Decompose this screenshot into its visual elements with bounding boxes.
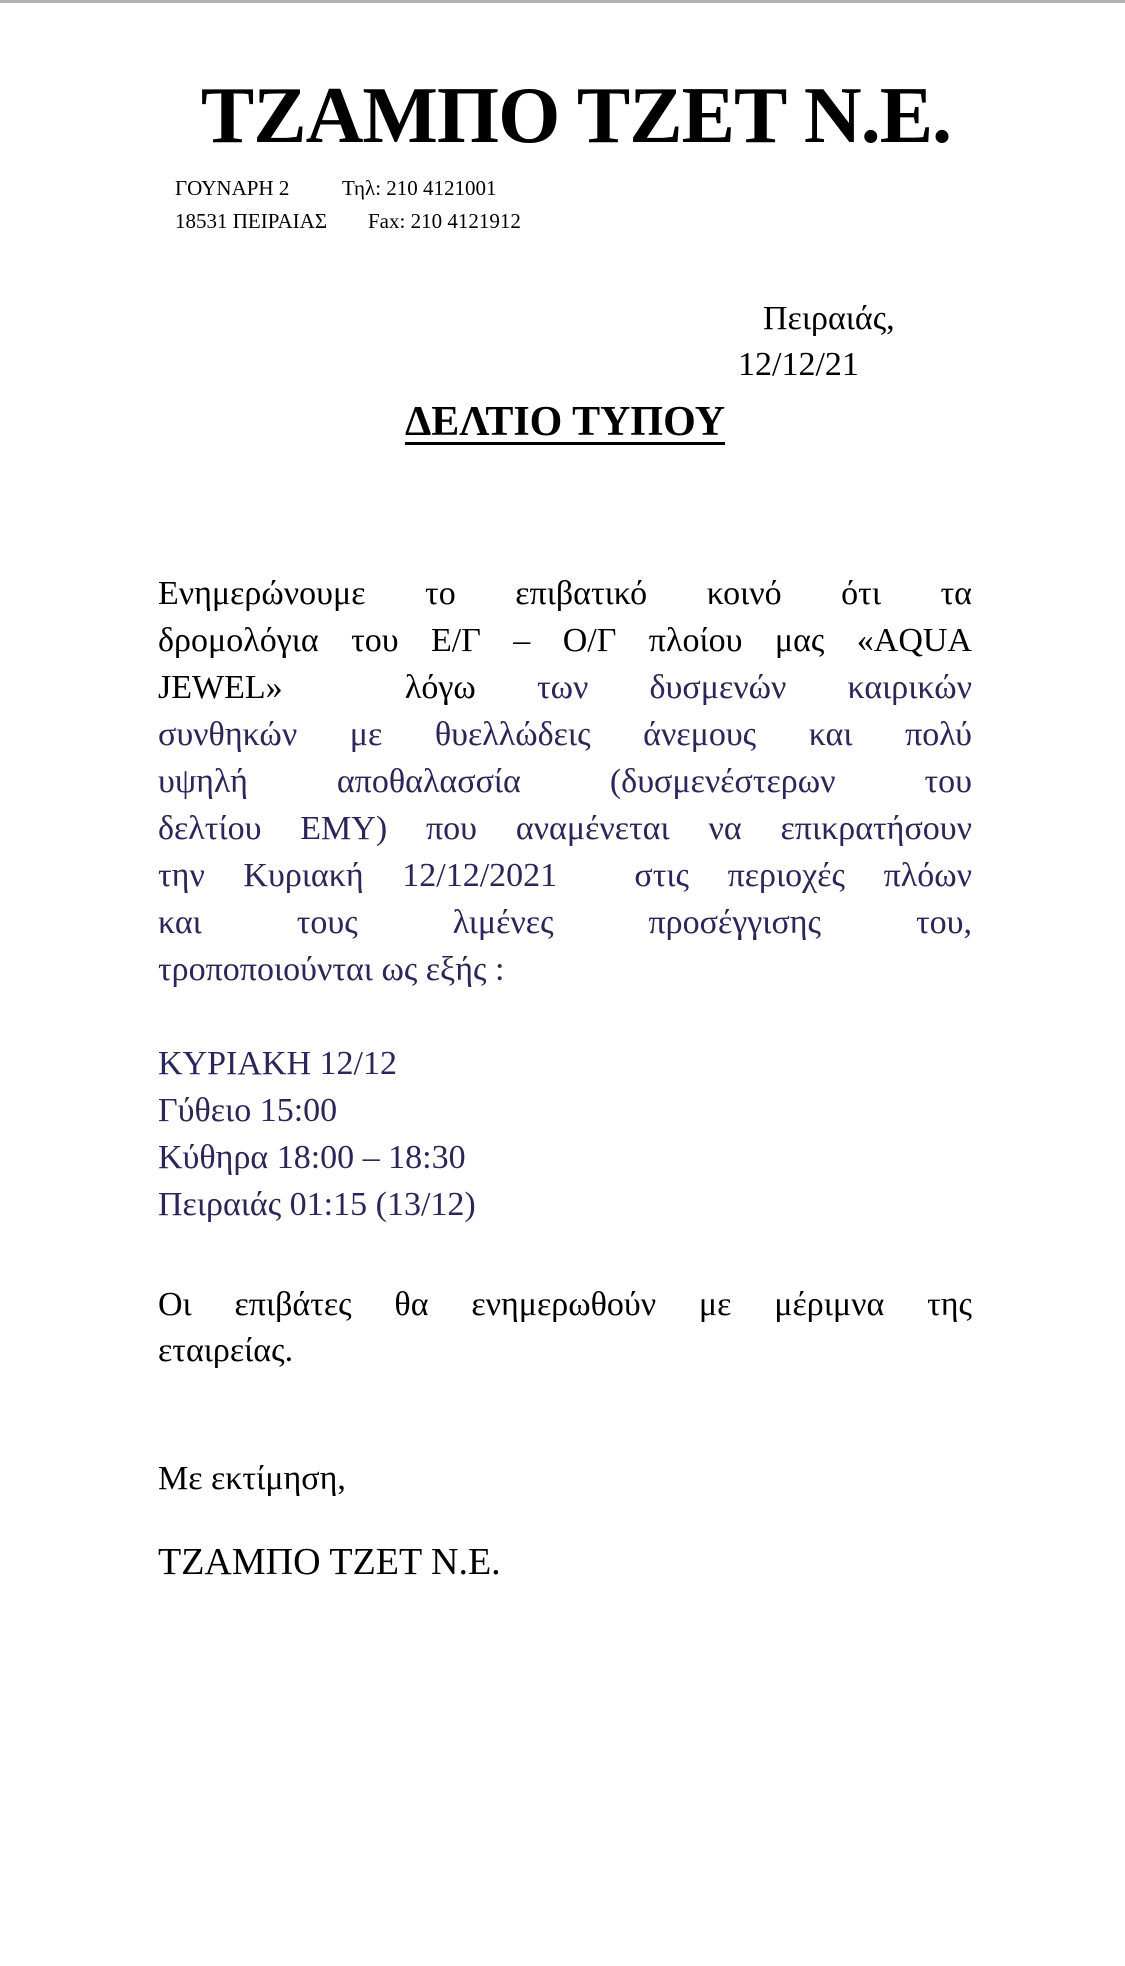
dateline [738,296,895,388]
paragraph-line-3 [158,664,972,711]
note-line-1 [158,1282,972,1328]
paragraph-text-navy: υψηλή αποθαλασσία (δυσμενέστερων του [158,763,972,800]
schedule-block [158,1040,476,1228]
dateline-place: Πειραιάς, [763,300,895,337]
paragraph-text-black: δρομολόγια του Ε/Γ – Ο/Γ πλοίου μας «AQUA [158,622,972,659]
schedule-entry-kythira: Κύθηρα 18:00 – 18:30 [158,1139,466,1176]
paragraph-text-navy: συνθηκών με θυελλώδεις άνεμους και πολύ [158,716,972,753]
dateline-date: 12/12/21 [738,346,859,383]
address-city: 18531 ΠΕΙΡΑΙΑΣ [175,209,328,233]
closing-salutation: Με εκτίμηση, [158,1460,346,1497]
company-title: ΤΖΑΜΠΟ ΤΖΕΤ Ν.Ε. [200,72,952,160]
paragraph-line-2 [158,617,972,664]
note-text: εταιρείας. [158,1332,294,1369]
note-line-2 [158,1328,972,1374]
paragraph-text-black: Ενημερώνουμε το επιβατικό κοινό ότι τα [158,575,972,612]
paragraph-text-navy: και τους λιμένες προσέγγισης του, [158,904,972,941]
schedule-entry-gytheio: Γύθειο 15:00 [158,1092,338,1129]
note-text: Οι επιβάτες θα ενημερωθούν με μέριμνα της [158,1286,972,1323]
paragraph-line-9 [158,946,972,993]
address-row-1 [175,172,521,205]
paragraph-text-navy: τροποποιούνται ως εξής : [158,951,505,988]
address-row-2 [175,205,521,238]
paragraph-line-7 [158,852,972,899]
window-top-edge [0,0,1125,3]
press-release-heading: ΔΕΛΤΙΟ ΤΥΠΟΥ [404,399,726,445]
paragraph-line-1 [158,570,972,617]
address-street: ΓΟΥΝΑΡΗ 2 [175,176,290,200]
paragraph-line-6 [158,805,972,852]
paragraph-text-navy: την Κυριακή 12/12/2021 στις περιοχές πλόων [158,857,972,894]
paragraph-line-5 [158,758,972,805]
paragraph-text-black: JEWEL» λόγω [158,669,537,706]
paragraph-text-navy: των δυσμενών καιρικών [536,669,972,706]
passenger-note [158,1282,972,1374]
paragraph-text-navy: δελτίου ΕΜΥ) που αναμένεται να επικρατήσουν [158,810,972,847]
paragraph-line-8 [158,899,972,946]
address-phone: Τηλ: 210 4121001 [342,176,497,200]
address-fax: Fax: 210 4121912 [368,209,521,233]
schedule-day: ΚΥΡΙΑΚΗ 12/12 [158,1045,397,1082]
schedule-entry-piraeus: Πειραιάς 01:15 (13/12) [158,1186,476,1223]
company-address [175,172,521,238]
company-signature: ΤΖΑΜΠΟ ΤΖΕΤ Ν.Ε. [158,1541,501,1583]
paragraph-line-4 [158,711,972,758]
announcement-paragraph [158,570,972,993]
